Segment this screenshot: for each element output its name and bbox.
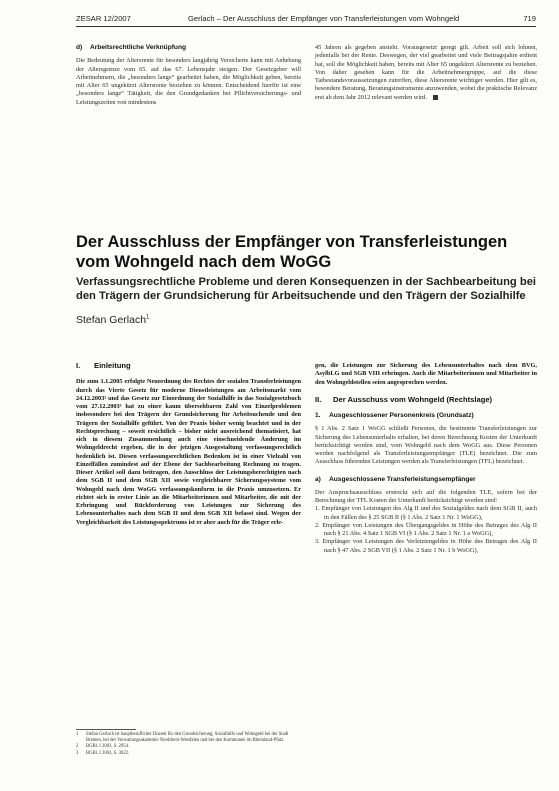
list-item: 3. Empfänger von Leistungen des Verletztengeldes in Höhe des Betrages des Alg II nach § 47 Abs. 2 SGB VII (§ 1 Abs. 2 Satz 1 Nr. 1 b WoGG), bbox=[315, 538, 537, 554]
journal-issue: ZESAR 12/2007 bbox=[76, 14, 131, 23]
subsection-number: 1. bbox=[315, 412, 321, 419]
author-name bbox=[76, 314, 538, 326]
section-title: Einleitung bbox=[94, 361, 131, 370]
body-paragraph: Der Anspruchsausschluss erstreckt sich auf die folgenden TLE, sofern bei der Berechnung der TFL Kosten der Unterkunft berücksichtigt worden sind: bbox=[315, 488, 537, 504]
footnote-divider bbox=[76, 729, 136, 730]
body-paragraph: Die Bedeutung der Altersrente für besonders langjährig Versicherte kann mit Anhebung der Altersgrenze vom 65. auf das 67. Lebensjahr steigen. Der Gesetzgeber will Arbeitnehmern, die „besonders lange“ gearbeitet haben, die Möglichkeit geben, bereits mit Alter 65 ungekürzt Altersrente beziehen zu können. Entscheidend hierfür ist eine „besonders lange“ Tätigkeit, die den Grundgedanken bei Pflichtversicherungs- und Leistungszeiten von mindestens bbox=[76, 57, 301, 106]
article-title-block bbox=[76, 232, 538, 326]
section-title: Der Ausschuss vom Wohngeld (Rechtslage) bbox=[333, 394, 493, 404]
introduction-paragraph: Die zum 1.1.2005 erfolgte Neuordnung des Rechtes der sozialen Transferleistungen durch das Vierte Gesetz für moderne Dienstleistungen am Arbeitsmarkt vom 24.12.2003² und das Gesetz zur Einordnung der Sozialhilfe in das Sozialgesetzbuch vom 27.12.2003³ hat zu einer kaum übersehbaren Zahl von Einzelproblemen insbesondere bei den Trägern der Grundsicherung für Arbeitsuchende und den Trägern der Sozialhilfe geführt. Von der Praxis bisher wenig beachtet und in der Rechtsprechung – soweit ersichtlich – bisher nicht ausreichend thematisiert, hat sich in diesem Zusammenhang auch eine einschneidende Änderung im Wohngeldrecht ergeben, die in der jetzigen Ausgestaltung verfassungsrechtlich bedenklich ist. Diesen verfassungsrechtlichen Bedenken ist in einer Vielzahl von Einzelfällen zumindest auf der Ebene der Sachbearbeitung Rechnung zu tragen. Dieser Artikel soll dazu beitragen, den Ausschluss der Leistungsberechtigten nach dem SGB II und dem SGB XII sowie vergleichbarer Sicherungssysteme vom Wohngeld nach dem WoGG verfassungskonform in die Praxis umzusetzen. Er richtet sich in erster Linie an die Mitarbeiterinnen und Mitarbeiter, die mit der Erbringung und Rückforderung von Leistungen zur Sicherung des Lebensunterhaltes nach dem SGB II und dem SGB XII befasst sind. Wegen der Vergleichbarkeit des Leistungsspektrums ist er aber auch für die Träger erle- bbox=[76, 378, 301, 526]
article-title: Der Ausschluss der Empfänger von Transferleistungen vom Wohngeld nach dem WoGG bbox=[76, 233, 508, 271]
list-item: 1. Empfänger von Leistungen des Alg II und des Sozialgeldes nach dem SGB II, auch in den Fällen des § 25 SGB II (§ 1 Abs. 2 Satz 1 Nr. 1 WoGG), bbox=[315, 505, 537, 521]
end-of-article-mark bbox=[433, 95, 438, 100]
footnote-number: 2 bbox=[76, 744, 79, 750]
footnote-number: 3 bbox=[76, 750, 79, 756]
section-heading-einleitung bbox=[76, 362, 301, 370]
author-footnote-ref: 1 bbox=[146, 314, 150, 321]
top-right-column bbox=[315, 44, 537, 102]
page-number: 719 bbox=[523, 14, 536, 23]
section-number: I. bbox=[76, 361, 81, 370]
subsection-heading-transferleistungsempfaenger bbox=[315, 476, 537, 484]
subsection-title: Ausgeschlossener Personenkreis (Grundsatz) bbox=[329, 412, 474, 419]
footnotes bbox=[76, 732, 301, 757]
footnote bbox=[76, 751, 301, 757]
footnote-number: 1 bbox=[76, 732, 79, 737]
footnote-text: BGBl. I 2003, S. 2954. bbox=[86, 744, 130, 750]
introduction-continuation: gen, die Leistungen zur Sicherung des Lebensunterhaltes nach dem BVG, AsylbLG und SGB VIII erbringen. Auch die Mitarbeiterinnen und Mitarbeiter in den Wohngeldstellen seien angesprochen werden. bbox=[315, 362, 537, 386]
subsection-title: Ausgeschlossene Transferleistungsempfänger bbox=[329, 475, 476, 483]
subsection-heading-personenkreis bbox=[315, 412, 537, 420]
bottom-left-column bbox=[76, 362, 301, 527]
footnote-text: Stefan Gerlach ist hauptberuflicher Dozent für den Grundsicherung, Sozialhilfe und Wohngeld bei der Stadt Bremen, bei der Verwaltungsakademie Nordrhein-Westfalen und bei den Kommunen im Rheinland-Pfalz. bbox=[86, 732, 289, 744]
section-heading-rechtslage bbox=[315, 396, 537, 404]
footnote-text: BGBl. I 2003, S. 3022. bbox=[86, 750, 130, 756]
section-heading-d bbox=[76, 44, 301, 52]
footnote bbox=[76, 732, 301, 744]
list-item: 2. Empfänger von Leistungen des Übergangsgeldes in Höhe des Betrages des Alg II nach § 21 Abs. 4 Satz 1 SGB VI (§ 1 Abs. 2 Satz 1 Nr. 1 a WoGG), bbox=[315, 521, 537, 537]
bottom-right-column bbox=[315, 362, 537, 555]
section-number: II. bbox=[315, 394, 322, 404]
article-subtitle: Verfassungsrechtliche Probleme und deren Konsequenzen in der Sachbearbeitung bei den Trägern der Grundsicherung für Arbeitsuchende und den Trägern der Sozialhilfe bbox=[76, 276, 537, 302]
subsection-number: a) bbox=[315, 475, 321, 483]
running-header bbox=[76, 12, 536, 27]
body-paragraph: § 1 Abs. 2 Satz 1 WoGG schließt Personen, die bestimmte Transferleistungen zur Sicherung des Lebensunterhalts erhalten, bei deren Berechnung Kosten der Unterkunft berücksichtigt worden sind, vom Wohngeld nach dem WoGG aus. Diese Personen werden nachfolgend als Transferleistungsempfänger (TLE) bezeichnet. Die zum Ausschluss führenden Leistungen werden als Transferleistungen (TFL) bezeichnet. bbox=[315, 425, 537, 466]
top-left-column bbox=[76, 44, 301, 107]
author-text: Stefan Gerlach bbox=[76, 313, 147, 326]
section-title: Arbeitsrechtliche Verknüpfung bbox=[90, 44, 186, 51]
running-title: Gerlach – Der Ausschluss der Empfänger von Transferleistungen vom Wohngeld bbox=[188, 14, 460, 23]
section-number: d) bbox=[76, 44, 83, 51]
body-paragraph: 45 Jahren als gegeben ansieht. Vorausgesetzt geregt gilt. Arbeit soll sich lohnen, jedenfalls bei der Rente. Deswegen, der viel gearbeitet und viele Beitragsjahre erdient hat, soll die Möglichkeit haben, bereits mit Alter 65 ungekürzt Altersrente zu beziehen. Von daher gesehen kann für die Arbeitnehmergruppe, auf die diese Tatbestandsvoraussetzungen zutreffen, diese Altersrente wichtiger werden. Hier gilt es, besondere Beratung, Beratungsinstrumente anzuwenden, wobei die praktische Relevanz erst ab dem Jahr 2012 relevant werden wird. bbox=[315, 44, 537, 101]
